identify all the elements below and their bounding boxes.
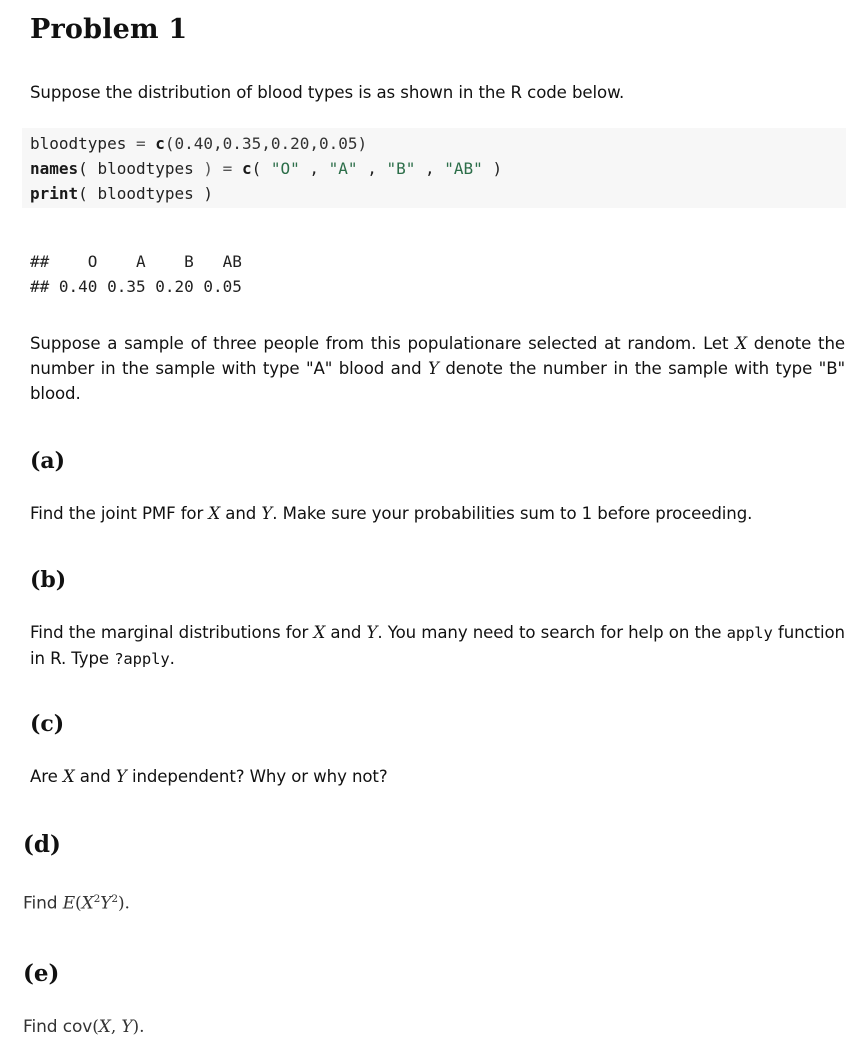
code-var: bloodtypes (30, 134, 127, 153)
code-line-1 (30, 131, 367, 156)
math-e: E (62, 893, 76, 914)
section-heading-a: (a) (30, 448, 66, 474)
code-string: "A" (328, 159, 358, 178)
math-paren: ). (132, 1017, 145, 1037)
code-sep: , (299, 159, 329, 178)
code-paren: ( (78, 184, 98, 203)
code-var: bloodtypes (97, 184, 194, 203)
section-heading-e: (e) (23, 960, 60, 987)
math-y: Y (121, 1017, 133, 1037)
code-line-2 (30, 156, 502, 181)
code-string: "O" (270, 159, 300, 178)
intro-text: Suppose the distribution of blood types is as shown in the R code below. (30, 83, 625, 102)
math-superscript: 2 (111, 893, 118, 905)
code-string: "AB" (444, 159, 483, 178)
math-comma: , (110, 1017, 122, 1037)
math-x: X (735, 334, 747, 353)
math-y: Y (366, 623, 378, 642)
code-fn: print (30, 184, 79, 203)
code-block (22, 128, 846, 208)
part-c-text (30, 764, 845, 789)
section-heading-c: (c) (30, 711, 65, 737)
part-e-text (23, 1015, 838, 1040)
code-fn: c (155, 134, 165, 153)
inline-code: apply (726, 624, 773, 642)
code-sep: , (357, 159, 387, 178)
code-sep: , (415, 159, 445, 178)
page-title: Problem 1 (30, 14, 188, 45)
setup-paragraph (30, 331, 845, 406)
text: function in R. Type (30, 623, 845, 668)
math-y: Y (115, 767, 127, 786)
text: Find cov (23, 1017, 93, 1037)
inline-code: ?apply (114, 650, 170, 668)
code-op: = (126, 134, 156, 153)
text: Find the marginal distributions for (30, 623, 314, 642)
code-args: (0.40,0.35,0.20,0.05) (164, 134, 368, 153)
math-x: X (62, 767, 75, 786)
output-line-1: ## O A B AB (30, 252, 242, 271)
part-a-text (30, 501, 845, 526)
math-x: X (313, 623, 326, 642)
text: and (325, 623, 367, 642)
code-paren: ) (482, 159, 503, 178)
math-x: X (81, 893, 94, 914)
output-line-2: ## 0.40 0.35 0.20 0.05 (30, 277, 242, 296)
text: and (220, 504, 262, 523)
code-paren: ( (78, 159, 98, 178)
math-x: X (98, 1017, 111, 1037)
math-superscript: 2 (93, 893, 101, 905)
math-y: Y (100, 893, 112, 914)
math-y: Y (428, 359, 439, 378)
text: Are (30, 767, 63, 786)
code-paren: ( (251, 159, 271, 178)
code-fn: names (30, 159, 79, 178)
text: Find the joint PMF for (30, 504, 209, 523)
code-line-3 (30, 181, 213, 206)
math-paren: ). (117, 893, 130, 914)
text: . (169, 649, 175, 668)
math-paren: ( (75, 893, 82, 914)
section-heading-d: (d) (23, 831, 61, 858)
code-fn: c (241, 159, 252, 178)
part-b-text (30, 620, 845, 672)
text: . Make sure your probabilities sum to 1 before proceeding. (272, 504, 753, 523)
text: . You many need to search for help on the (377, 623, 727, 642)
setup-text: denote the number in the sample with type "A" blood and (30, 334, 845, 378)
code-paren: ) (193, 184, 214, 203)
section-heading-b: (b) (30, 567, 67, 593)
text: Find (23, 893, 63, 914)
math-paren: ( (92, 1017, 99, 1037)
code-var: bloodtypes (97, 159, 194, 178)
setup-text: denote the number in the sample with type "B" blood. (30, 359, 846, 403)
math-y: Y (261, 504, 273, 523)
setup-text: Suppose a sample of three people from this populationare selected at random. Let (30, 334, 736, 353)
part-d-text (23, 887, 838, 917)
code-string: "B" (386, 159, 416, 178)
math-x: X (208, 504, 221, 523)
text: independent? Why or why not? (126, 767, 388, 786)
code-op: ) = (193, 159, 242, 178)
text: and (74, 767, 116, 786)
